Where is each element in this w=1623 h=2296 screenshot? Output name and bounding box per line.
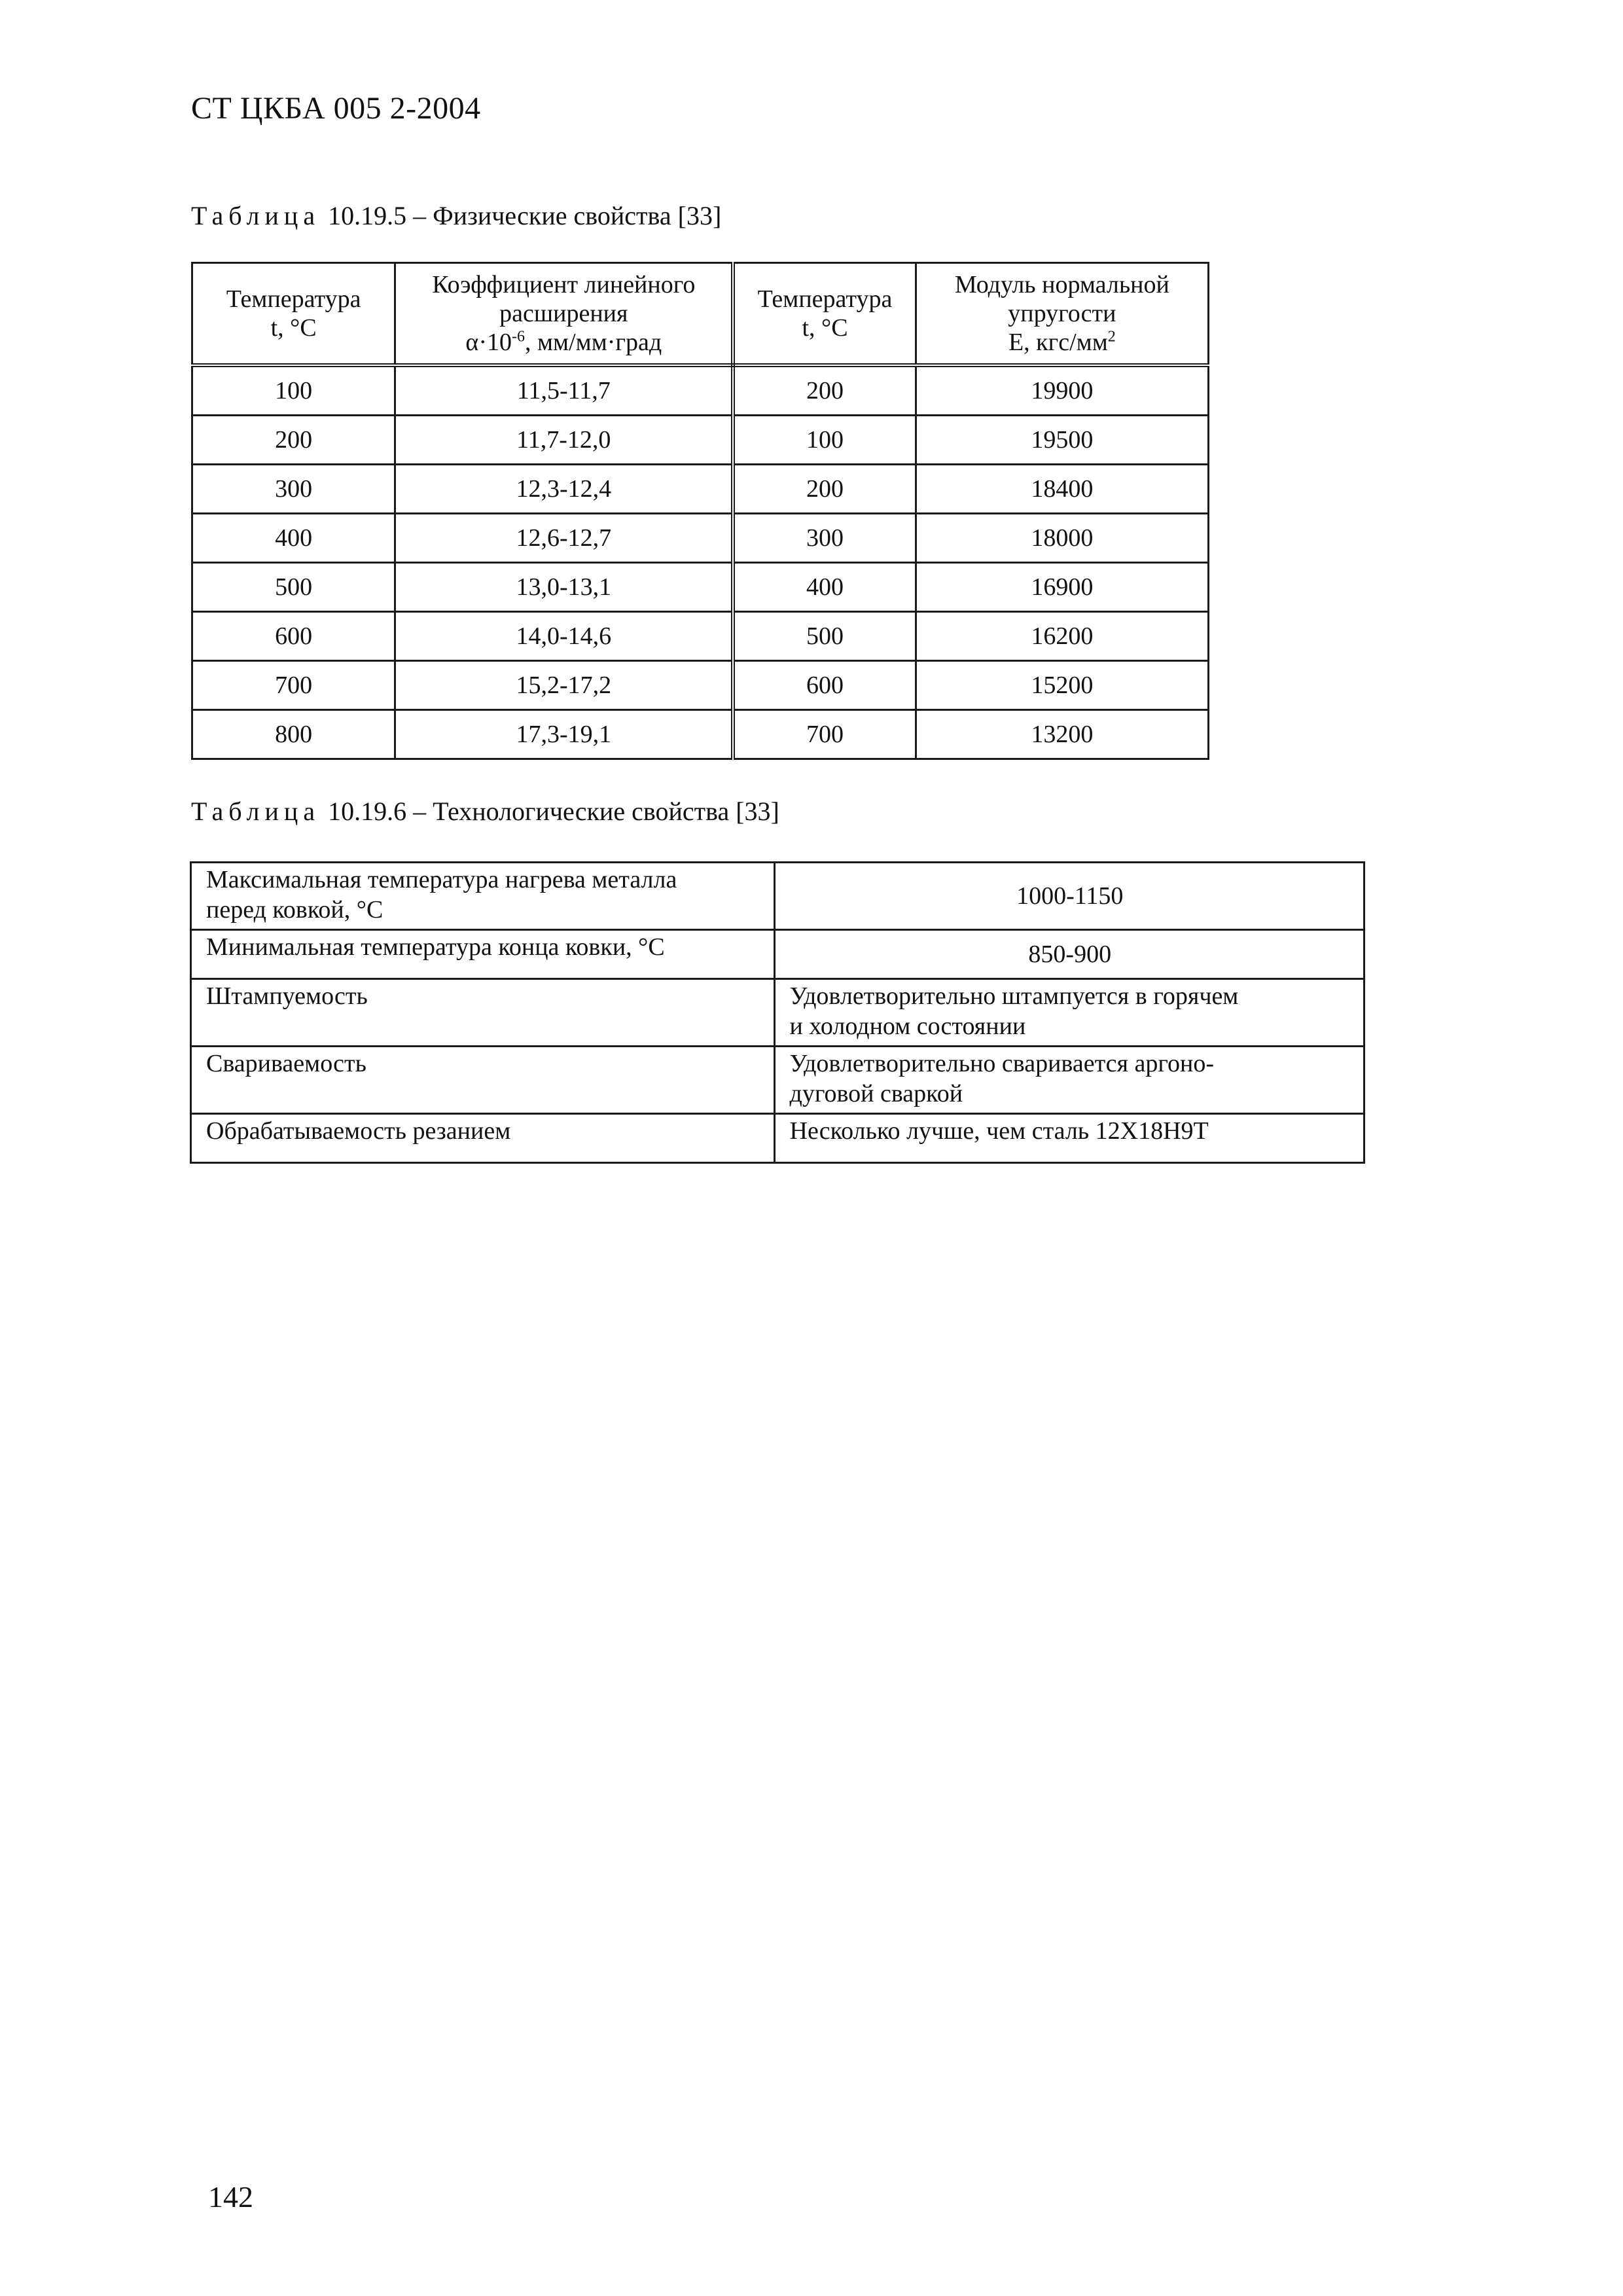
table-cell: 100 bbox=[192, 365, 395, 416]
table-cell: 600 bbox=[192, 612, 395, 661]
table-row bbox=[191, 979, 1364, 1047]
table-cell: 700 bbox=[192, 661, 395, 710]
header-text: расширения bbox=[499, 300, 628, 327]
table-cell: 17,3-19,1 bbox=[395, 710, 734, 759]
table1-caption-text: 10.19.5 – Физические свойства [33] bbox=[328, 201, 722, 230]
table-cell: 200 bbox=[192, 416, 395, 465]
table-cell: 200 bbox=[733, 365, 916, 416]
table-row bbox=[192, 514, 1209, 563]
property-label: Свариваемость bbox=[191, 1047, 775, 1114]
value-text: дуговой сваркой bbox=[789, 1080, 963, 1107]
table-row bbox=[192, 365, 1209, 416]
table-cell: 18000 bbox=[916, 514, 1208, 563]
table1-header-row bbox=[192, 263, 1209, 366]
header-text: t, °С bbox=[270, 314, 317, 342]
property-label bbox=[191, 863, 775, 930]
table-cell: 16900 bbox=[916, 563, 1208, 612]
value-text: Удовлетворительно штампуется в горячем bbox=[789, 982, 1239, 1010]
table-row bbox=[191, 1047, 1364, 1114]
table-cell: 11,7-12,0 bbox=[395, 416, 734, 465]
table-row bbox=[191, 863, 1364, 930]
table-cell: 14,0-14,6 bbox=[395, 612, 734, 661]
property-label: Штампуемость bbox=[191, 979, 775, 1047]
table-cell: 100 bbox=[733, 416, 916, 465]
header-exponent: -6 bbox=[512, 328, 525, 346]
property-value bbox=[774, 979, 1364, 1047]
property-label: Обрабатываемость резанием bbox=[191, 1114, 775, 1163]
header-text: Е, кгс/мм bbox=[1008, 329, 1108, 356]
table-cell: 13,0-13,1 bbox=[395, 563, 734, 612]
header-text: t, °С bbox=[802, 314, 848, 342]
label-text: перед ковкой, °С bbox=[206, 896, 383, 924]
table-row bbox=[191, 1114, 1364, 1163]
table2-caption-text: 10.19.6 – Технологические свойства [33] bbox=[328, 797, 779, 826]
table-row bbox=[191, 930, 1364, 979]
table-cell: 200 bbox=[733, 465, 916, 514]
value-text: Удовлетворительно сваривается аргоно- bbox=[789, 1050, 1215, 1077]
table-row bbox=[192, 612, 1209, 661]
document-code: СТ ЦКБА 005 2-2004 bbox=[191, 91, 481, 126]
property-value: Несколько лучше, чем сталь 12Х18Н9Т bbox=[774, 1114, 1364, 1163]
header-text: Модуль нормальной bbox=[954, 271, 1169, 298]
table-cell: 700 bbox=[733, 710, 916, 759]
header-text: Коэффициент линейного bbox=[432, 271, 696, 298]
table-cell: 15,2-17,2 bbox=[395, 661, 734, 710]
table-cell: 400 bbox=[733, 563, 916, 612]
header-elastic-modulus bbox=[916, 263, 1208, 366]
table-row bbox=[192, 465, 1209, 514]
table-cell: 300 bbox=[733, 514, 916, 563]
header-text: Температура bbox=[757, 285, 893, 313]
table-cell: 600 bbox=[733, 661, 916, 710]
value-text: и холодном состоянии bbox=[789, 1013, 1026, 1040]
table2-caption-word: Таблица bbox=[191, 797, 321, 826]
table-cell: 12,6-12,7 bbox=[395, 514, 734, 563]
table-cell: 19900 bbox=[916, 365, 1208, 416]
header-text: Температура bbox=[226, 285, 361, 313]
table-cell: 12,3-12,4 bbox=[395, 465, 734, 514]
table-row bbox=[192, 416, 1209, 465]
table-row bbox=[192, 710, 1209, 759]
table-cell: 11,5-11,7 bbox=[395, 365, 734, 416]
property-value: 1000-1150 bbox=[774, 863, 1364, 930]
header-text: упругости bbox=[1008, 300, 1116, 327]
table-cell: 500 bbox=[733, 612, 916, 661]
table2-caption bbox=[191, 796, 779, 827]
table-cell: 18400 bbox=[916, 465, 1208, 514]
page-number: 142 bbox=[208, 2180, 253, 2214]
table-cell: 19500 bbox=[916, 416, 1208, 465]
table-cell: 13200 bbox=[916, 710, 1208, 759]
table-cell: 16200 bbox=[916, 612, 1208, 661]
label-text: Максимальная температура нагрева металла bbox=[206, 866, 677, 893]
table-cell: 800 bbox=[192, 710, 395, 759]
header-text: , мм/мм·град bbox=[525, 329, 662, 356]
table-cell: 500 bbox=[192, 563, 395, 612]
table-cell: 400 bbox=[192, 514, 395, 563]
header-expansion-coefficient bbox=[395, 263, 734, 366]
table-row bbox=[192, 563, 1209, 612]
property-value bbox=[774, 1047, 1364, 1114]
header-temperature-2 bbox=[733, 263, 916, 366]
physical-properties-table bbox=[191, 262, 1209, 760]
header-exponent: 2 bbox=[1107, 328, 1116, 346]
header-temperature-1 bbox=[192, 263, 395, 366]
property-label: Минимальная температура конца ковки, °С bbox=[191, 930, 775, 979]
table1-caption bbox=[191, 200, 721, 231]
table-cell: 300 bbox=[192, 465, 395, 514]
table-cell: 15200 bbox=[916, 661, 1208, 710]
technological-properties-table bbox=[190, 861, 1365, 1164]
table-row bbox=[192, 661, 1209, 710]
header-text: α·10 bbox=[465, 329, 512, 356]
property-value: 850-900 bbox=[774, 930, 1364, 979]
table1-caption-word: Таблица bbox=[191, 201, 321, 230]
